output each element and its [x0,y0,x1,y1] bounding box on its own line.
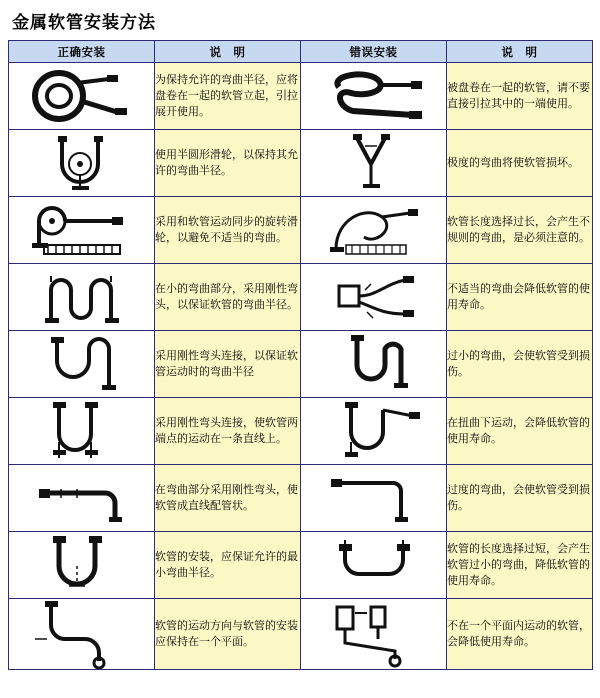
header-wrong-note: 说 明 [447,41,593,63]
over-length-hose-icon [309,536,439,594]
note-text: 采用刚性弯头连接，以保证软管运动时的弯曲半径 [155,331,301,398]
straight-pipe-rigid-elbow-icon [17,469,147,527]
table-row [9,398,593,465]
table-row [9,130,593,197]
table-row [9,197,593,264]
note-text: 软管的长度选择过短，会产生软管过小的弯曲，降低软管的使用寿命。 [447,532,593,599]
twisting-motion-figure [301,398,447,465]
note-text: 过度的弯曲，会使软管受到损伤。 [447,465,593,532]
straight-pipe-rigid-elbow-figure [9,465,155,532]
note-text: 不适当的弯曲会降低软管的使用寿命。 [447,264,593,331]
twisting-motion-icon [309,402,439,460]
note-text: 为保持允许的弯曲半径，应将盘卷在一起的软管立起，引拉展开使用。 [155,63,301,130]
coiled-hose-standing-figure [9,63,155,130]
rigid-bend-small-radius-icon [17,268,147,326]
too-small-bend-icon [309,335,439,393]
table-row [9,465,593,532]
note-text: 使用半圆形滑轮，以保持其允许的弯曲半径。 [155,130,301,197]
minimum-bend-radius-install-icon [17,536,147,594]
u-shape-straight-line-figure [9,398,155,465]
half-round-pulley-figure [9,130,155,197]
note-text: 在小的弯曲部分，采用刚性弯头，以保证软管的弯曲半径。 [155,264,301,331]
excessive-bend-icon [309,469,439,527]
coiled-hose-pulled-figure [301,63,447,130]
half-round-pulley-icon [17,134,147,192]
table-header-row [9,41,593,63]
rigid-elbow-connection-figure [9,331,155,398]
irregular-long-hose-figure [301,197,447,264]
improper-bend-icon [309,268,439,326]
note-text: 软管的运动方向与软管的安装应保持在一个平面。 [155,599,301,670]
sharp-bend-fork-figure [301,130,447,197]
too-small-bend-figure [301,331,447,398]
note-text: 在扭曲下运动，会降低软管的使用寿命。 [447,398,593,465]
installation-methods-table [8,40,593,670]
note-text: 软管的安装，应保证允许的最小弯曲半径。 [155,532,301,599]
header-correct-note: 说 明 [155,41,301,63]
table-row [9,264,593,331]
page-title: 金属软管安装方法 [12,13,156,33]
coiled-hose-pulled-icon [309,67,439,125]
excessive-bend-figure [301,465,447,532]
u-shape-straight-line-icon [17,402,147,460]
note-text: 在弯曲部分采用刚性弯头，使软管成直线配管状。 [155,465,301,532]
header-correct-install: 正确安装 [9,41,155,63]
irregular-long-hose-icon [306,201,441,259]
minimum-bend-radius-install-figure [9,532,155,599]
header-wrong-install: 错误安装 [301,41,447,63]
same-plane-motion-icon [17,599,147,669]
table-row [9,599,593,670]
table-row [9,532,593,599]
note-text: 采用刚性弯头连接，使软管两端点的运动在一条直线上。 [155,398,301,465]
note-text: 被盘卷在一起的软管，请不要直接引拉其中的一端使用。 [447,63,593,130]
over-length-hose-figure [301,532,447,599]
note-text: 软管长度选择过长，会产生不规则的弯曲，是必须注意的。 [447,197,593,264]
note-text: 过小的弯曲，会使软管受到损伤。 [447,331,593,398]
note-text: 不在一个平面内运动的软管，会降低使用寿命。 [447,599,593,670]
table-row [9,63,593,130]
different-plane-motion-icon [309,599,439,669]
coiled-hose-standing-icon [17,67,147,125]
different-plane-motion-figure [301,599,447,670]
sharp-bend-fork-icon [309,134,439,192]
note-text: 采用和软管运动同步的旋转滑轮，以避免不适当的弯曲。 [155,197,301,264]
improper-bend-figure [301,264,447,331]
note-text: 极度的弯曲将使软管损坏。 [447,130,593,197]
table-row [9,331,593,398]
rigid-elbow-connection-icon [17,335,147,393]
synchronized-rotating-pulley-icon [14,201,149,259]
rigid-bend-small-radius-figure [9,264,155,331]
synchronized-rotating-pulley-figure [9,197,155,264]
same-plane-motion-figure [9,599,155,670]
